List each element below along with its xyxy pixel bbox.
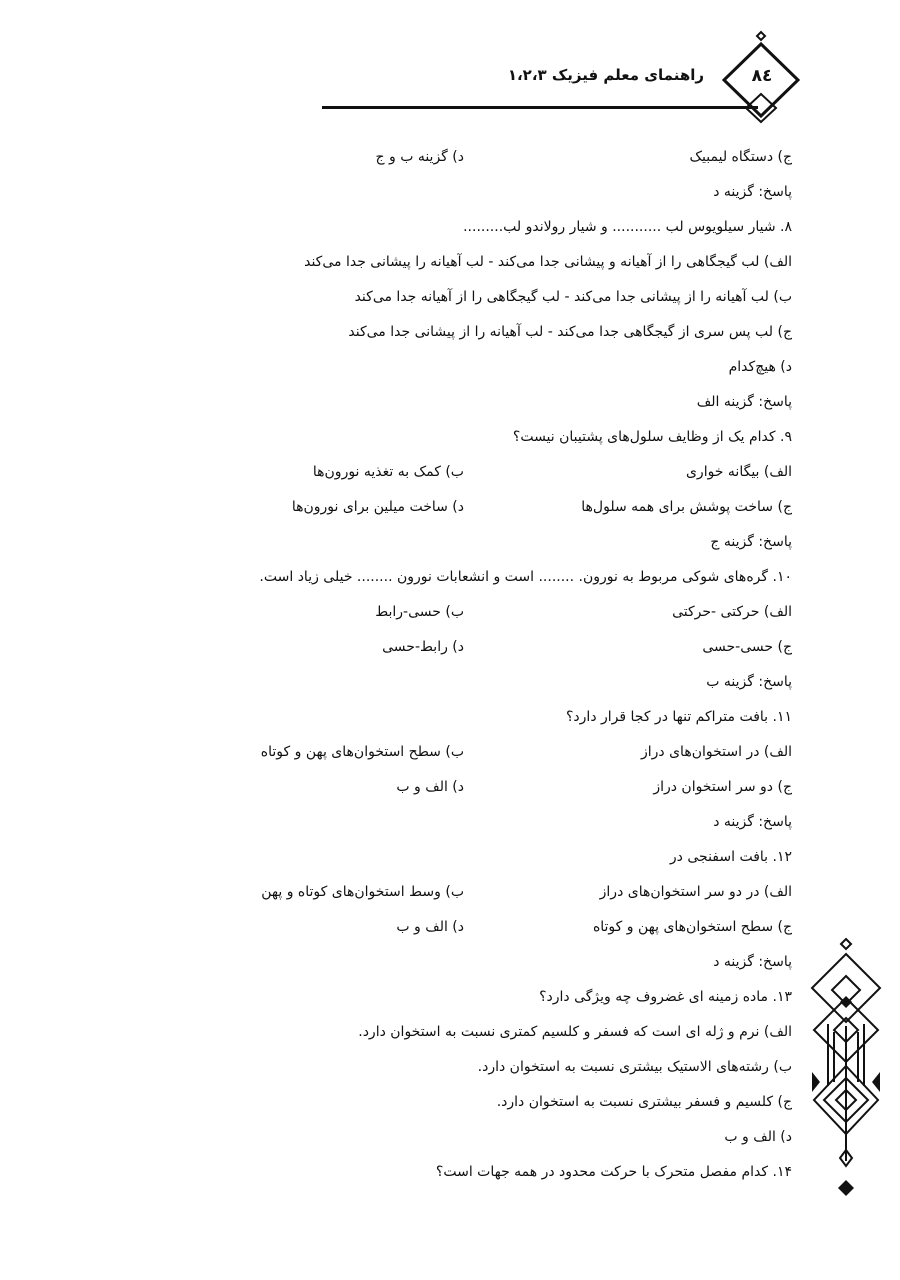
decorative-ornament-icon bbox=[808, 936, 884, 1200]
option-7d: د) گزینه ب و ج bbox=[375, 149, 464, 165]
page-number: ۸٤ bbox=[751, 66, 773, 86]
option-12a: الف) در دو سر استخوان‌های دراز bbox=[599, 884, 792, 900]
option-8a: الف) لب گیجگاهی را از آهیانه و پیشانی جدا می‌کند - لب آهیانه را پیشانی جدا می‌کند bbox=[304, 254, 792, 270]
option-13b: ب) رشته‌های الاستیک بیشتری نسبت به استخوان دارد. bbox=[477, 1059, 792, 1075]
header-title: راهنمای معلم فیزیک ۱،۲،۳ bbox=[507, 66, 704, 84]
option-11b: ب) سطح استخوان‌های پهن و کوتاه bbox=[260, 744, 464, 760]
option-10c: ج) حسی-حسی bbox=[702, 639, 792, 655]
answer-11: پاسخ: گزینه د bbox=[713, 814, 792, 830]
option-10a: الف) حرکتی -حرکتی bbox=[672, 604, 792, 620]
option-8c: ج) لب پس سری از گیجگاهی جدا می‌کند - لب آهیانه را از پیشانی جدا می‌کند bbox=[348, 324, 792, 340]
option-10b: ب) حسی-رابط bbox=[375, 604, 464, 620]
option-9b: ب) کمک به تغذیه نورون‌ها bbox=[312, 464, 464, 480]
question-8: ۸. شیار سیلویوس لب ........... و شیار رولاندو لب......... bbox=[463, 219, 792, 235]
option-9a: الف) بیگانه خواری bbox=[685, 464, 792, 480]
option-10d: د) رابط-حسی bbox=[382, 639, 464, 655]
answer-9: پاسخ: گزینه ج bbox=[710, 534, 792, 550]
option-11d: د) الف و ب bbox=[396, 779, 464, 795]
answer-8: پاسخ: گزینه الف bbox=[696, 394, 792, 410]
option-13c: ج) کلسیم و فسفر بیشتری نسبت به استخوان دارد. bbox=[496, 1094, 792, 1110]
header-rule bbox=[322, 106, 758, 109]
option-8b: ب) لب آهیانه را از پیشانی جدا می‌کند - لب گیجگاهی را از آهیانه جدا می‌کند bbox=[354, 289, 792, 305]
question-9: ۹. کدام یک از وظایف سلول‌های پشتیبان نیست؟ bbox=[512, 429, 792, 445]
option-12c: ج) سطح استخوان‌های پهن و کوتاه bbox=[592, 919, 792, 935]
option-9c: ج) ساخت پوشش برای همه سلول‌ها bbox=[581, 499, 792, 515]
option-11a: الف) در استخوان‌های دراز bbox=[641, 744, 792, 760]
question-12: ۱۲. بافت اسفنجی در bbox=[669, 849, 792, 865]
question-11: ۱۱. بافت متراکم تنها در کجا قرار دارد؟ bbox=[566, 709, 792, 725]
answer-7: پاسخ: گزینه د bbox=[713, 184, 792, 200]
option-8d: د) هیچ‌کدام bbox=[728, 359, 792, 375]
option-9d: د) ساخت میلین برای نورون‌ها bbox=[291, 499, 464, 515]
option-13a: الف) نرم و ژله ای است که فسفر و کلسیم کمتری نسبت به استخوان دارد. bbox=[358, 1024, 792, 1040]
answer-12: پاسخ: گزینه د bbox=[713, 954, 792, 970]
option-11c: ج) دو سر استخوان دراز bbox=[653, 779, 792, 795]
option-12b: ب) وسط استخوان‌های کوتاه و پهن bbox=[261, 884, 464, 900]
question-10: ۱۰. گره‌های شوکی مربوط به نورون. ........ است و انشعابات نورون ........ خیلی زیاد است. bbox=[259, 569, 792, 585]
answer-10: پاسخ: گزینه ب bbox=[706, 674, 792, 690]
question-13: ۱۳. ماده زمینه ای غضروف چه ویژگی دارد؟ bbox=[539, 989, 792, 1005]
option-12d: د) الف و ب bbox=[396, 919, 464, 935]
option-13d: د) الف و ب bbox=[724, 1129, 792, 1145]
option-7c: ج) دستگاه لیمبیک bbox=[689, 149, 792, 165]
question-14: ۱۴. کدام مفصل متحرک با حرکت محدود در همه جهات است؟ bbox=[435, 1164, 792, 1180]
